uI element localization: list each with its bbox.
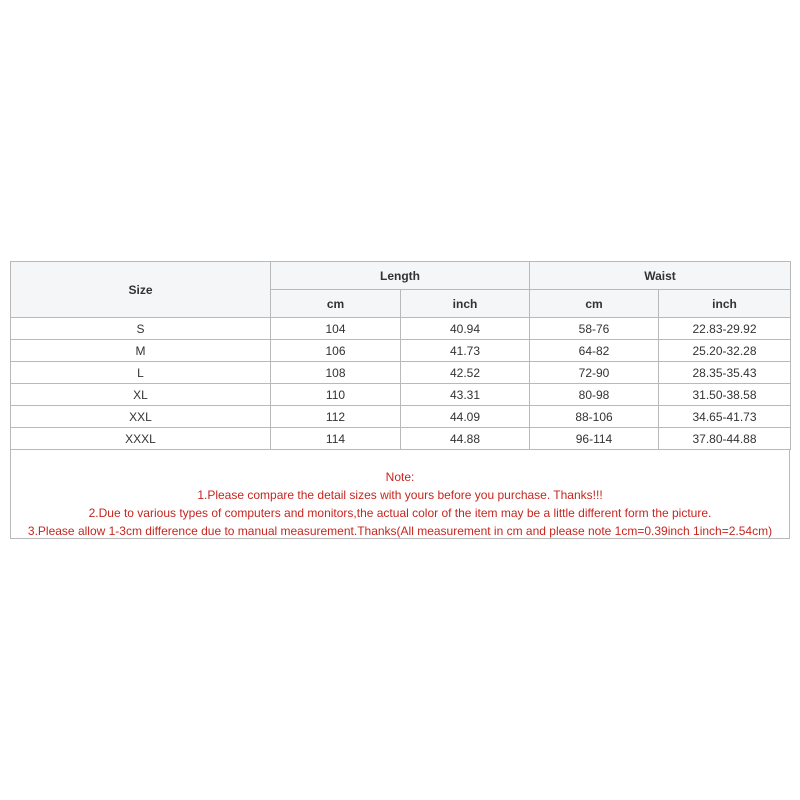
table-row: [11, 362, 791, 384]
waist-cm-cell: 64-82: [530, 340, 659, 362]
length-inch-cell: 41.73: [401, 340, 530, 362]
waist-inch-header: inch: [659, 290, 791, 318]
waist-cm-cell: 80-98: [530, 384, 659, 406]
waist-cm-cell: 96-114: [530, 428, 659, 450]
table-row: [11, 318, 791, 340]
note-box: [10, 450, 790, 539]
waist-inch-cell: 31.50-38.58: [659, 384, 791, 406]
length-cm-cell: 106: [271, 340, 401, 362]
waist-cm-header: cm: [530, 290, 659, 318]
length-inch-cell: 40.94: [401, 318, 530, 340]
size-cell: XXL: [11, 406, 271, 428]
note-line-2: 2.Due to various types of computers and monitors,the actual color of the item may be a little different form the picture.: [88, 506, 712, 520]
size-table: [10, 261, 791, 450]
length-inch-cell: 42.52: [401, 362, 530, 384]
table-header-row: [11, 262, 791, 290]
waist-inch-cell: 34.65-41.73: [659, 406, 791, 428]
length-cm-cell: 112: [271, 406, 401, 428]
waist-inch-cell: 22.83-29.92: [659, 318, 791, 340]
length-cm-cell: 110: [271, 384, 401, 406]
size-chart: [10, 261, 790, 539]
length-cm-cell: 114: [271, 428, 401, 450]
size-cell: M: [11, 340, 271, 362]
length-inch-cell: 44.09: [401, 406, 530, 428]
waist-cm-cell: 58-76: [530, 318, 659, 340]
waist-inch-cell: 37.80-44.88: [659, 428, 791, 450]
waist-inch-cell: 25.20-32.28: [659, 340, 791, 362]
size-cell: XXXL: [11, 428, 271, 450]
table-row: [11, 428, 791, 450]
size-column-header: Size: [11, 262, 271, 318]
length-inch-header: inch: [401, 290, 530, 318]
table-row: [11, 340, 791, 362]
waist-column-header: Waist: [530, 262, 791, 290]
length-column-header: Length: [271, 262, 530, 290]
note-title: Note:: [385, 470, 415, 484]
length-cm-cell: 104: [271, 318, 401, 340]
note-line-1: 1.Please compare the detail sizes with yours before you purchase. Thanks!!!: [197, 488, 603, 502]
note-line-3: 3.Please allow 1-3cm difference due to manual measurement.Thanks(All measurement in cm and please note 1cm=0.39inch 1inch=2.54cm): [27, 524, 773, 538]
length-inch-cell: 44.88: [401, 428, 530, 450]
length-cm-header: cm: [271, 290, 401, 318]
length-inch-cell: 43.31: [401, 384, 530, 406]
size-cell: S: [11, 318, 271, 340]
waist-cm-cell: 88-106: [530, 406, 659, 428]
waist-cm-cell: 72-90: [530, 362, 659, 384]
size-cell: L: [11, 362, 271, 384]
table-row: [11, 406, 791, 428]
length-cm-cell: 108: [271, 362, 401, 384]
waist-inch-cell: 28.35-35.43: [659, 362, 791, 384]
table-row: [11, 384, 791, 406]
size-cell: XL: [11, 384, 271, 406]
